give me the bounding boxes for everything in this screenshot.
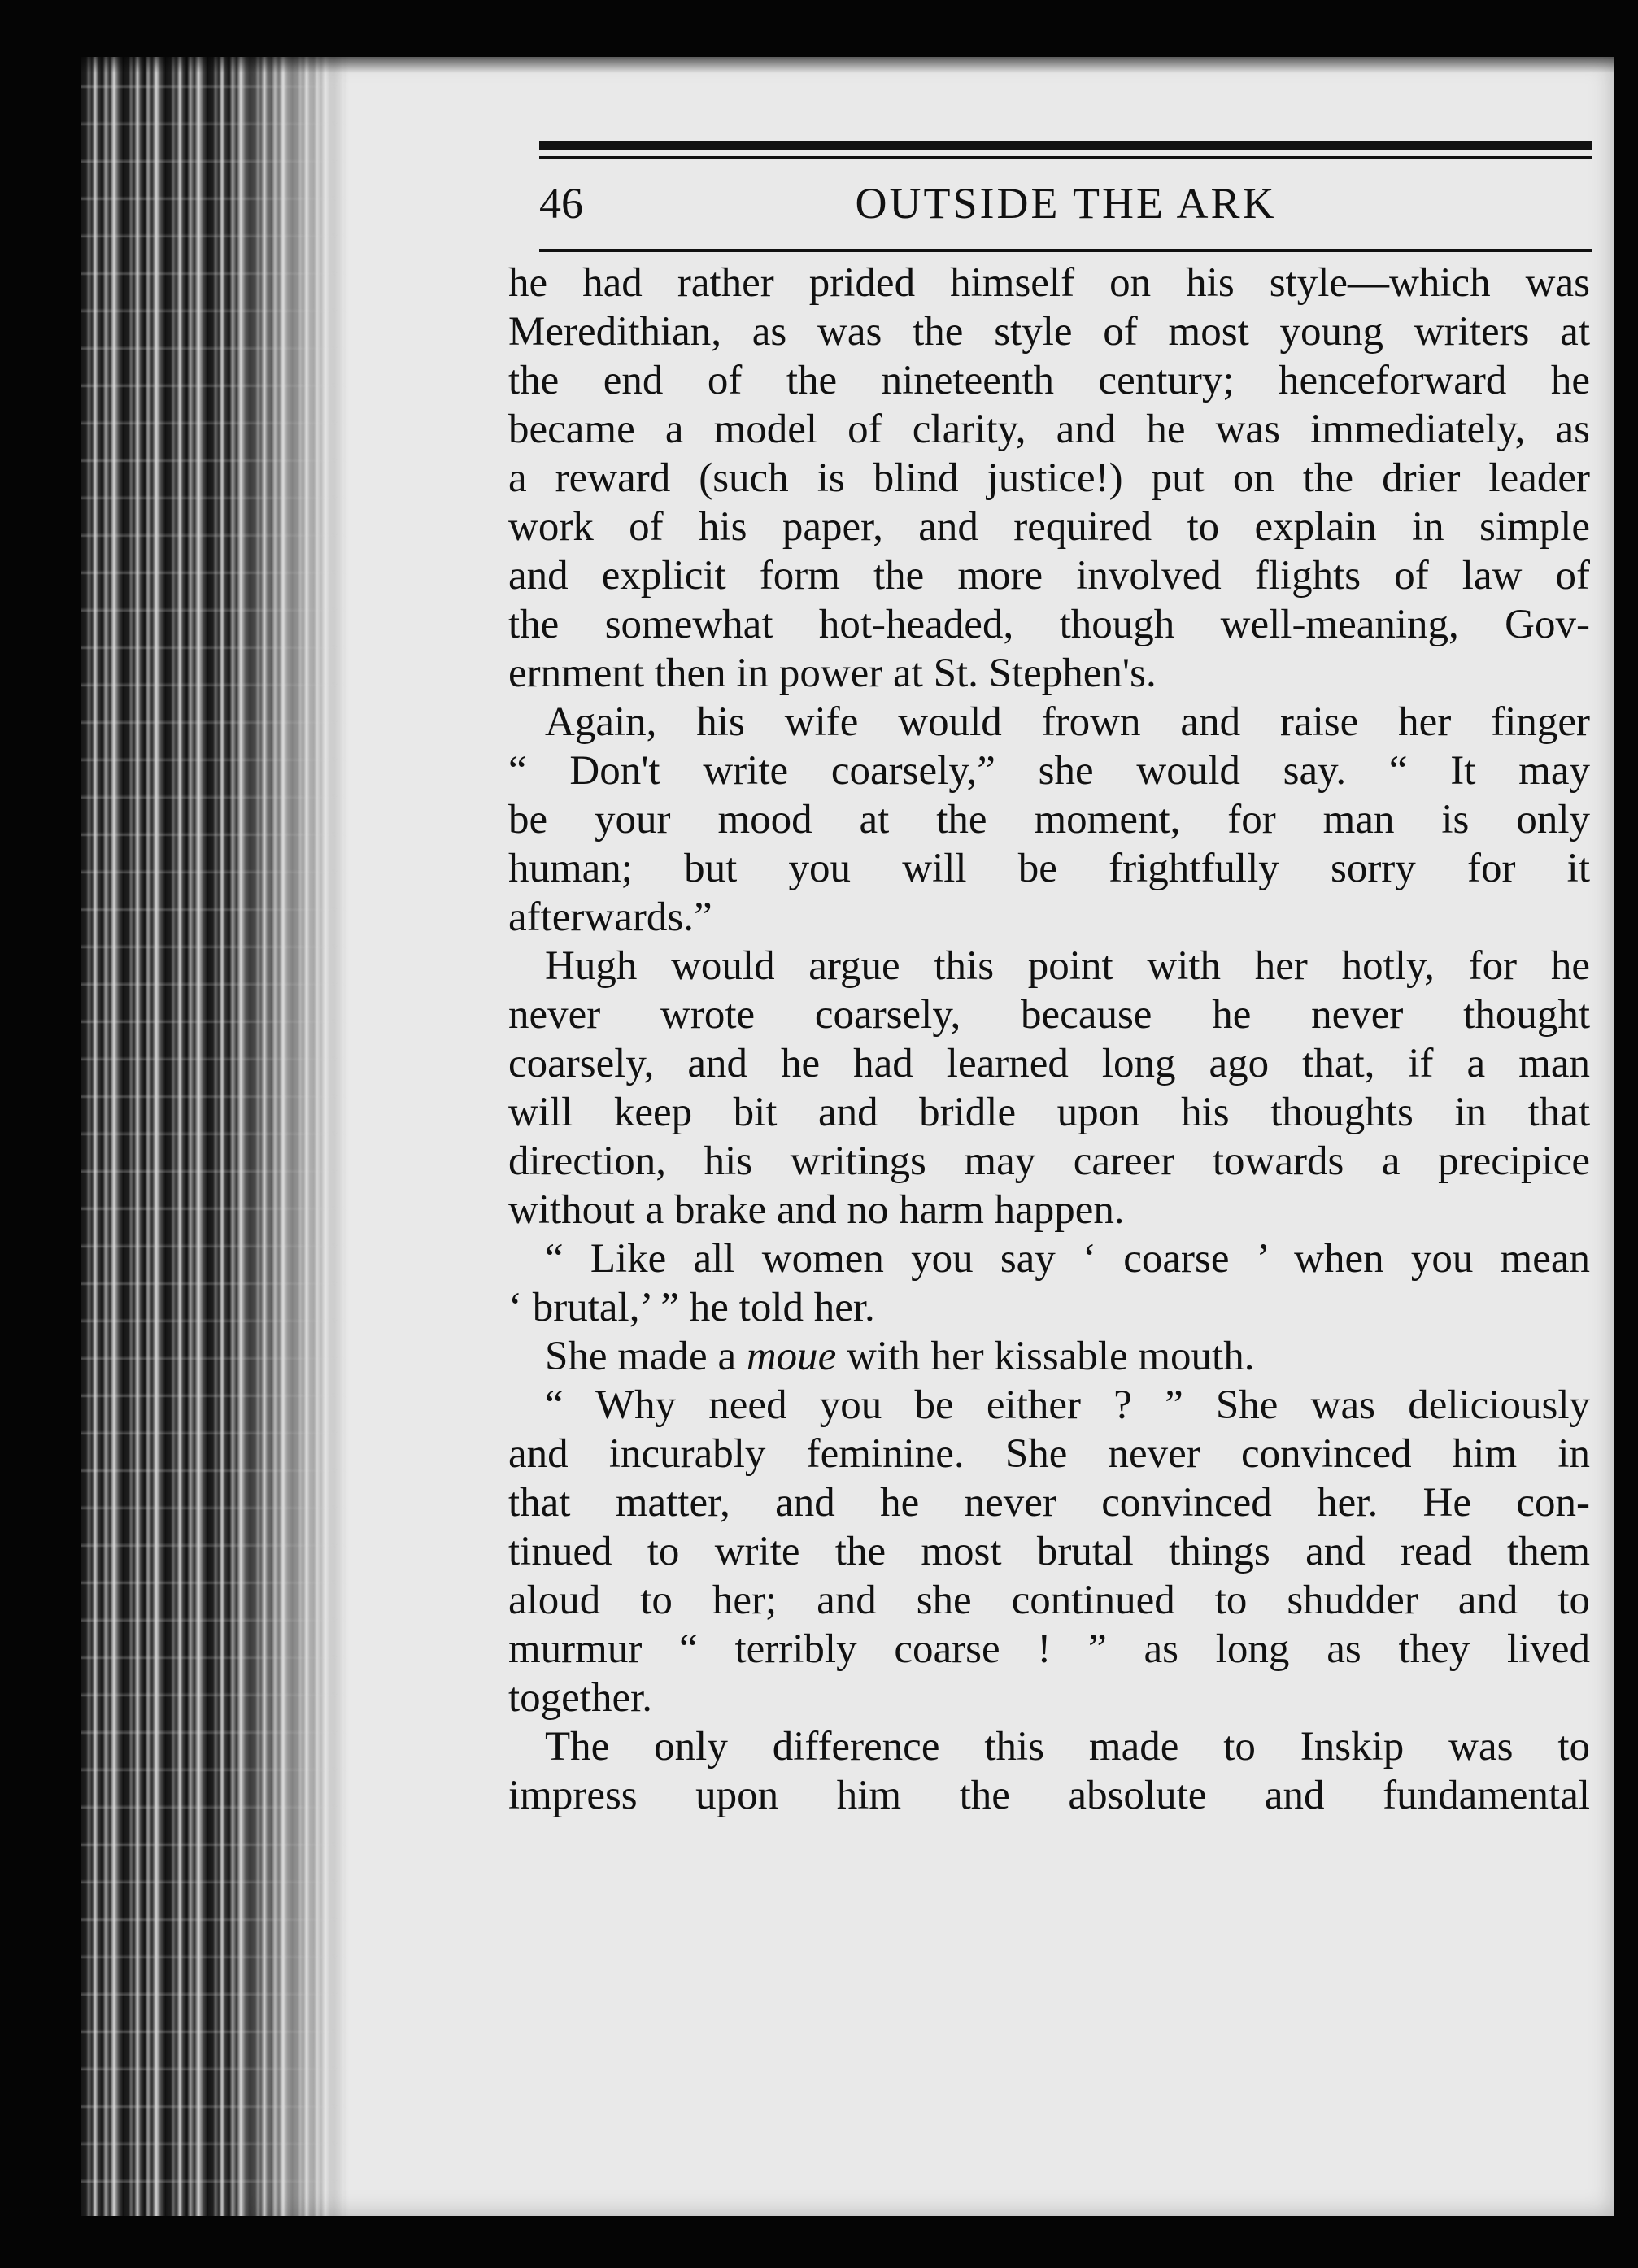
running-header [539,167,1592,240]
paragraph [508,1381,1590,1722]
text-line: murmur “ terribly coarse ! ” as long as they lived [508,1626,1590,1672]
text-line: The only difference this made to Inskip was to [545,1724,1590,1770]
text-line: “ Why need you be either ? ” She was deliciously [545,1382,1590,1428]
text-line: the somewhat hot-headed, though well-meaning, Gov- [508,602,1590,647]
text-line: without a brake and no harm happen. [508,1187,1125,1233]
paragraph [508,698,1590,942]
text-line [508,1332,1590,1381]
text-line: direction, his writings may career towards a precipice [508,1138,1590,1184]
text-line: and explicit form the more involved flights of law of [508,553,1590,599]
text-line: a reward (such is blind justice!) put on the drier leader [508,455,1590,501]
text-line: “ Don't write coarsely,” she would say. “ It may [508,748,1590,794]
paragraph [508,942,1590,1234]
page-number: 46 [539,179,583,228]
text-line: Meredithian, as was the style of most young writers at [508,309,1590,355]
text-line: ‘ brutal,’ ” he told her. [508,1285,875,1330]
page-body [508,259,1590,1820]
text-line: he had rather prided himself on his style—which was [508,260,1590,306]
text-line: impress upon him the absolute and fundamental [508,1773,1590,1818]
text-run: She made a [545,1334,747,1379]
text-line: never wrote coarsely, because he never thought [508,992,1590,1038]
text-line: became a model of clarity, and he was immediately, as [508,407,1590,452]
text-line: ernment then in power at St. Stephen's. [508,651,1157,696]
text-line: Again, his wife would frown and raise her finger [545,699,1590,745]
text-line: coarsely, and he had learned long ago that, if a man [508,1041,1590,1086]
text-line: the end of the nineteenth century; henceforward he [508,358,1590,403]
italic-word: moue [746,1334,837,1379]
paragraph [508,1332,1590,1381]
text-line: tinued to write the most brutal things and read them [508,1529,1590,1574]
text-line: Hugh would argue this point with her hotly, for he [545,943,1590,989]
text-run: with her kissable mouth. [836,1334,1255,1379]
text-line: be your mood at the moment, for man is only [508,797,1590,842]
text-line: will keep bit and bridle upon his thoughts in that [508,1090,1590,1135]
page-top-shadow [81,57,1614,73]
text-line: aloud to her; and she continued to shudder and to [508,1578,1590,1623]
paragraph [508,259,1590,698]
text-line: work of his paper, and required to explain in simple [508,504,1590,550]
text-line: human; but you will be frightfully sorry for it [508,846,1590,891]
paragraph [508,1234,1590,1332]
text-line: together. [508,1675,653,1721]
text-line: that matter, and he never convinced her. He con- [508,1480,1590,1526]
header-rule-thick [539,141,1592,150]
text-line: “ Like all women you say ‘ coarse ’ when you mean [545,1236,1590,1282]
page-edges-texture [81,57,350,2216]
running-title: OUTSIDE THE ARK [855,179,1277,228]
header-rule-under [539,249,1592,252]
text-line: afterwards.” [508,895,712,940]
text-line: and incurably feminine. She never convinced him in [508,1431,1590,1477]
paragraph [508,1722,1590,1820]
header-rule-thin [539,156,1592,159]
